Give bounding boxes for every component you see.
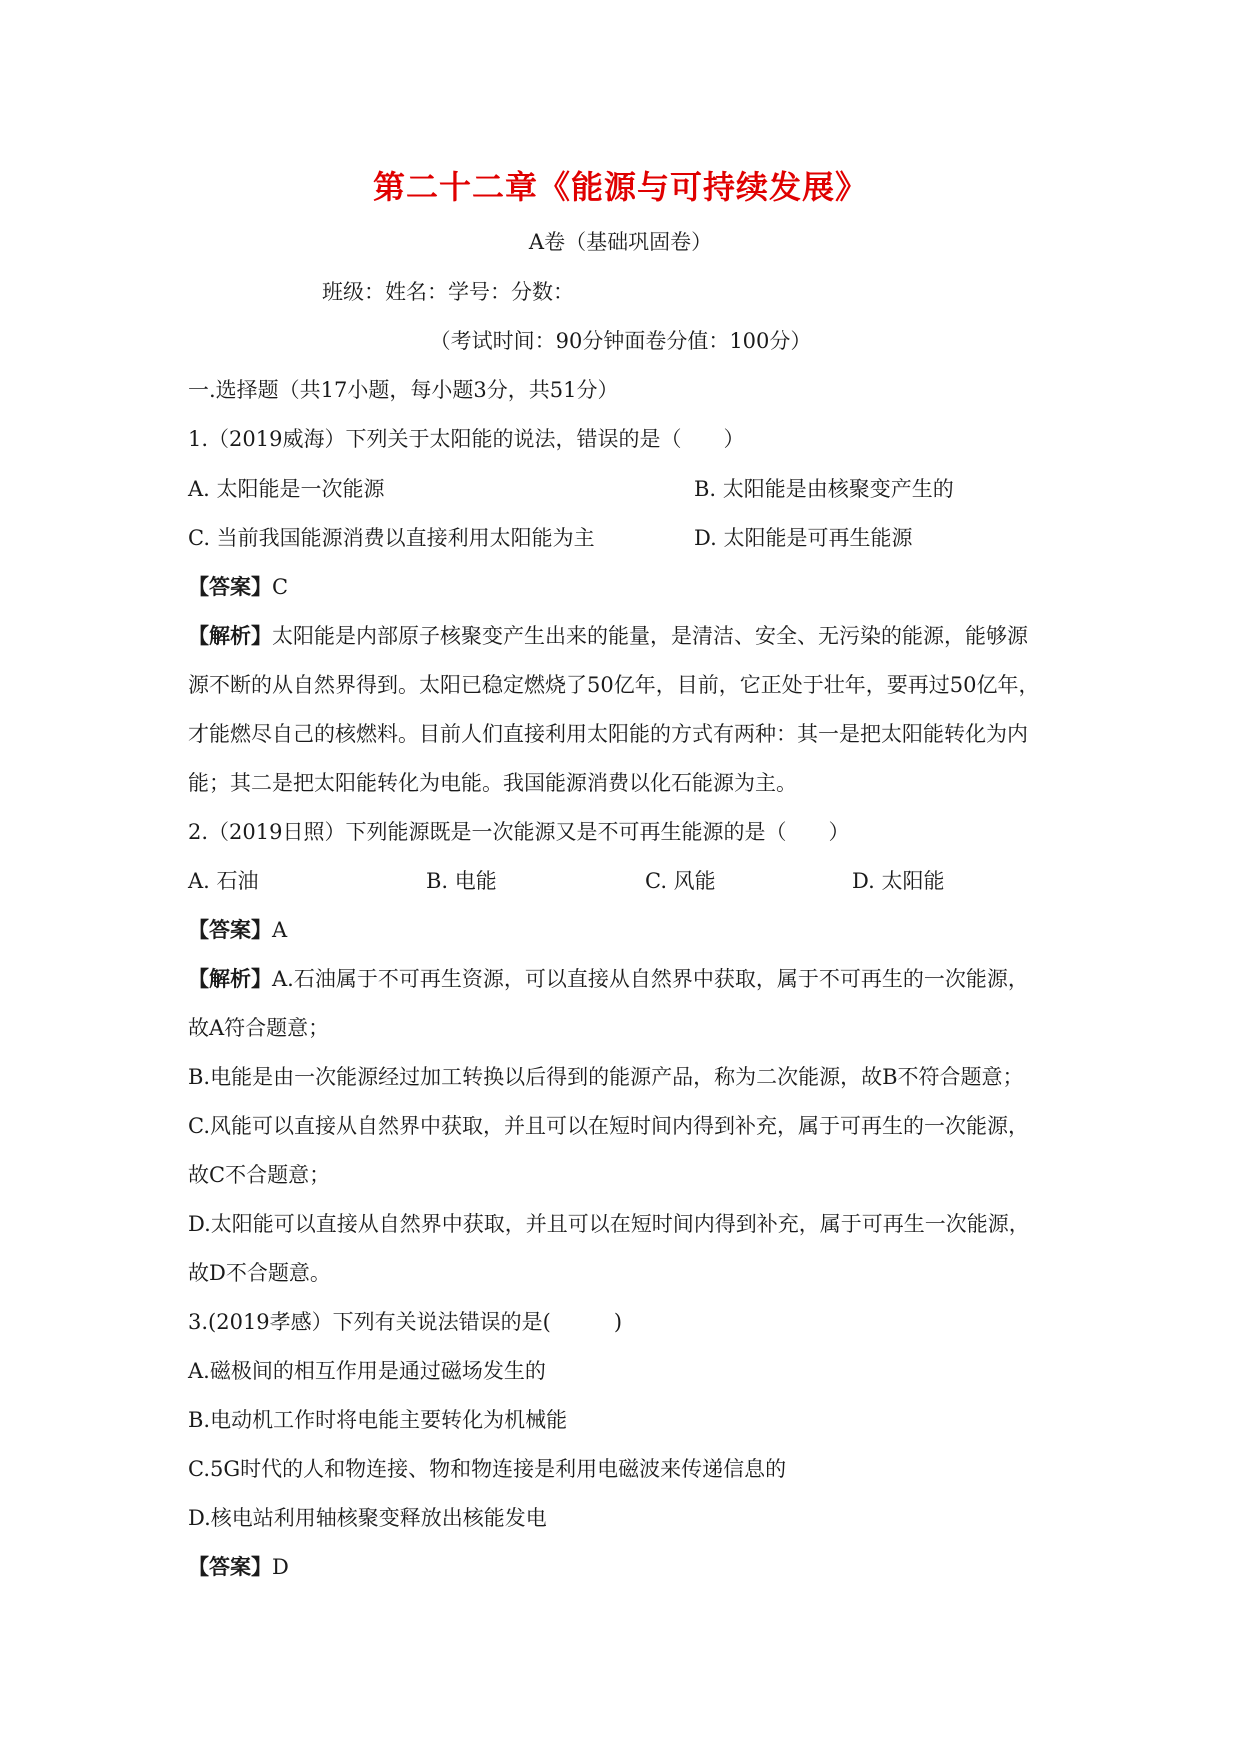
answer-value: D: [272, 1555, 289, 1579]
question-1-option-c: C. 当前我国能源消费以直接利用太阳能为主: [188, 526, 595, 550]
question-1-analysis-line: 源不断的从自然界得到。太阳已稳定燃烧了50亿年，目前，它正处于壮年，要再过50亿年，: [188, 673, 1040, 697]
question-2-analysis-line: 故C不合题意；: [188, 1163, 331, 1187]
question-3-option-a: A.磁极间的相互作用是通过磁场发生的: [188, 1359, 546, 1383]
answer-label: 【答案】: [188, 917, 272, 942]
question-3-option-c: C.5G时代的人和物连接、物和物连接是利用电磁波来传递信息的: [188, 1457, 787, 1481]
question-2-analysis-line: D.太阳能可以直接从自然界中获取，并且可以在短时间内得到补充，属于可再生一次能源，: [188, 1212, 1030, 1236]
answer-value: A: [272, 918, 288, 942]
question-3-stem: 3.(2019孝感）下列有关说法错误的是( ): [188, 1310, 623, 1334]
question-1-stem: 1.（2019威海）下列关于太阳能的说法，错误的是（ ）: [188, 427, 745, 451]
question-1-option-d: D. 太阳能是可再生能源: [694, 526, 913, 550]
exam-info: （考试时间：90分钟面卷分值：100分）: [429, 329, 812, 353]
question-2-answer: [188, 914, 287, 944]
question-2-analysis-line: B.电能是由一次能源经过加工转换以后得到的能源产品，称为二次能源，故B不符合题意；: [188, 1065, 1024, 1089]
question-3-answer: [188, 1551, 289, 1581]
question-2-option-b: B. 电能: [426, 869, 497, 893]
analysis-text: A.石油属于不可再生资源，可以直接从自然界中获取，属于不可再生的一次能源，: [272, 967, 1029, 991]
question-2-analysis-line: C.风能可以直接从自然界中获取，并且可以在短时间内得到补充，属于可再生的一次能源，: [188, 1114, 1029, 1138]
question-2-analysis-line: 故D不合题意。: [188, 1261, 331, 1285]
question-1-analysis-line: 能；其二是把太阳能转化为电能。我国能源消费以化石能源为主。: [188, 771, 797, 795]
answer-label: 【答案】: [188, 574, 272, 599]
question-2-option-d: D. 太阳能: [852, 869, 945, 893]
question-1-analysis-line: 才能燃尽自己的核燃料。目前人们直接利用太阳能的方式有两种：其一是把太阳能转化为内: [188, 722, 1028, 746]
answer-value: C: [272, 575, 289, 599]
section-heading: 一.选择题（共17小题，每小题3分，共51分）: [188, 378, 619, 402]
analysis-text: 太阳能是内部原子核聚变产生出来的能量，是清洁、安全、无污染的能源，能够源: [272, 624, 1028, 648]
question-1-analysis-line: [188, 620, 1028, 650]
document-subtitle: A卷（基础巩固卷）: [528, 230, 713, 254]
student-info-line: 班级：姓名：学号：分数：: [322, 280, 574, 304]
question-1-answer: [188, 571, 288, 601]
question-1-option-b: B. 太阳能是由核聚变产生的: [694, 477, 954, 501]
analysis-label: 【解析】: [188, 623, 272, 648]
question-2-option-a: A. 石油: [188, 869, 259, 893]
question-2-option-c: C. 风能: [645, 869, 716, 893]
question-2-analysis-line: [188, 963, 1029, 993]
analysis-label: 【解析】: [188, 966, 272, 991]
document-title: 第二十二章《能源与可持续发展》: [372, 168, 868, 206]
question-3-option-b: B.电动机工作时将电能主要转化为机械能: [188, 1408, 568, 1432]
question-3-option-d: D.核电站利用轴核聚变释放出核能发电: [188, 1506, 547, 1530]
question-2-analysis-line: 故A符合题意；: [188, 1016, 330, 1040]
answer-label: 【答案】: [188, 1554, 272, 1579]
question-1-option-a: A. 太阳能是一次能源: [188, 477, 385, 501]
question-2-stem: 2.（2019日照）下列能源既是一次能源又是不可再生能源的是（ ）: [188, 820, 850, 844]
